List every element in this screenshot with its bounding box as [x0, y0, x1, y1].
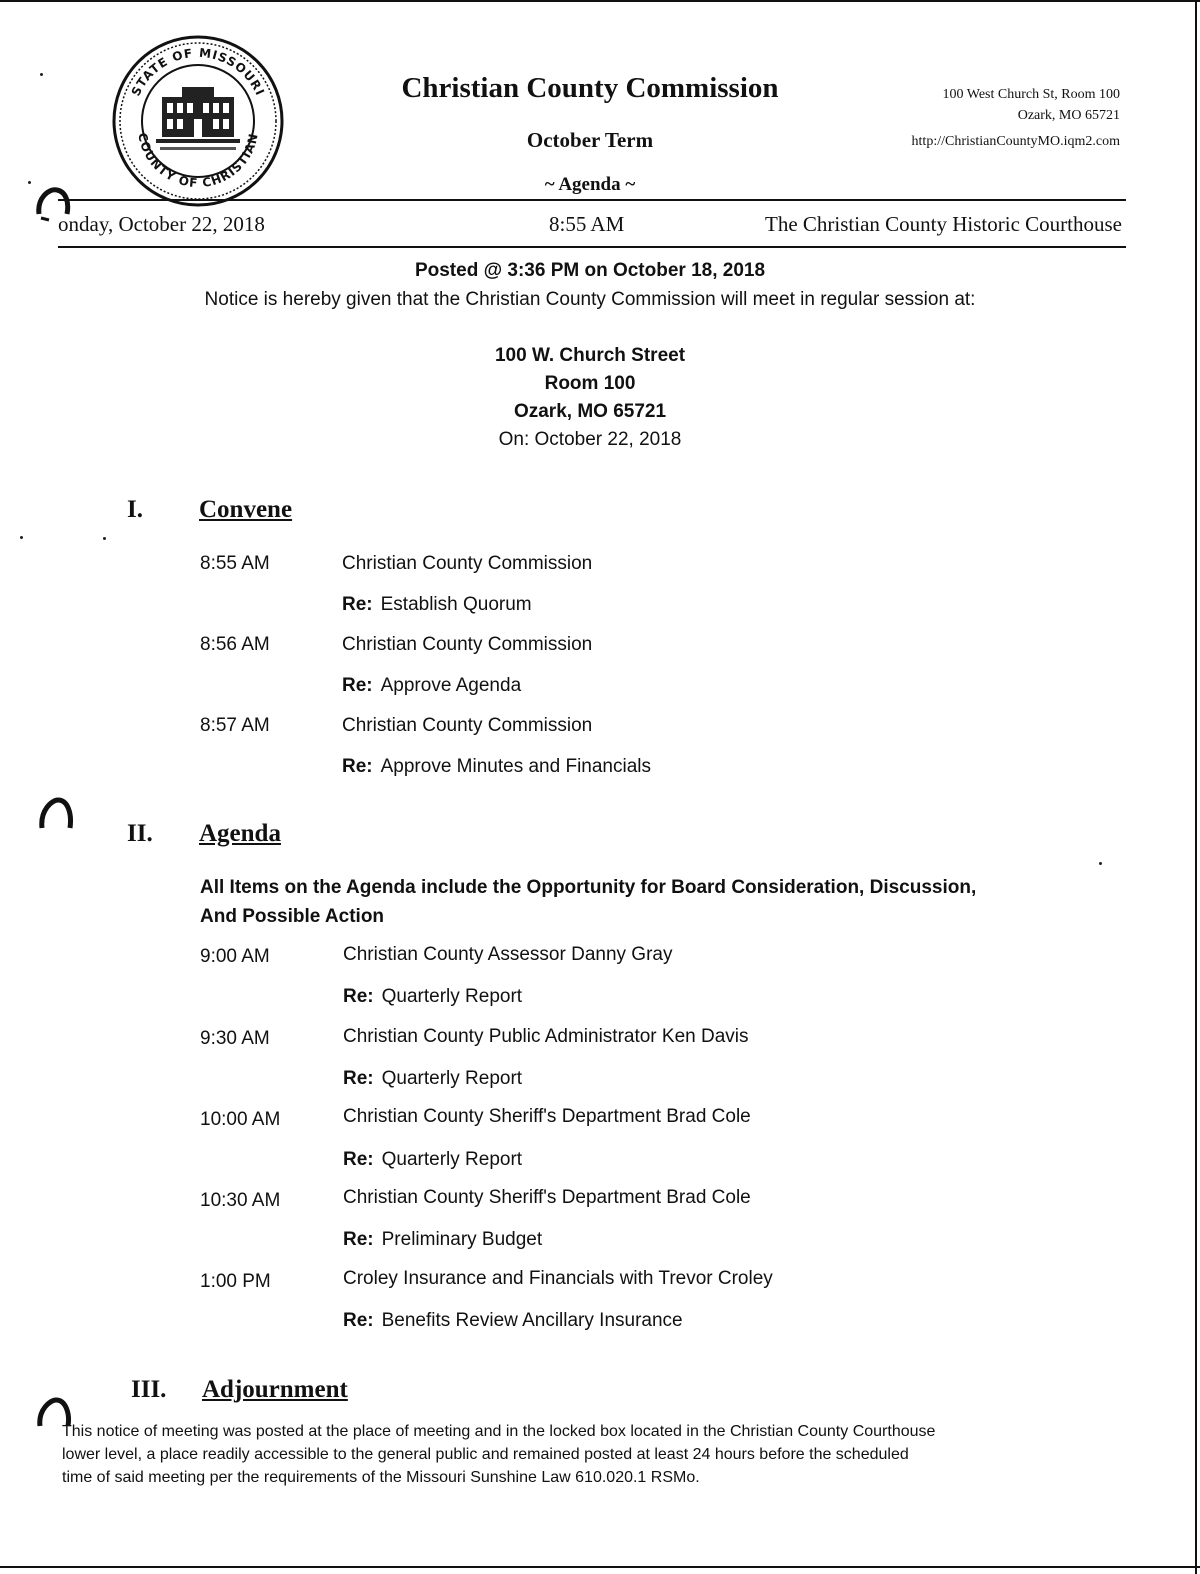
section-title-convene: Convene [199, 496, 293, 523]
item-time: 1:00 PM [200, 1271, 271, 1292]
item-subject-text: Approve Agenda [380, 675, 522, 696]
item-time: 9:30 AM [200, 1028, 270, 1049]
svg-text:COUNTY OF CHRISTIAN: COUNTY OF CHRISTIAN [135, 131, 261, 191]
county-seal-logo [112, 35, 284, 207]
item-subject [342, 756, 651, 778]
section-number: III. [131, 1376, 167, 1403]
page-border-bottom [0, 1566, 1200, 1568]
punch-hole-mark-icon [35, 184, 71, 224]
re-label: Re: [342, 756, 373, 777]
re-label: Re: [343, 986, 374, 1007]
agenda-intro-line-2: And Possible Action [200, 906, 385, 927]
item-presenter: Christian County Commission [342, 553, 593, 574]
item-subject-text: Quarterly Report [381, 1149, 523, 1170]
item-subject [343, 1229, 542, 1251]
item-time: 8:57 AM [200, 715, 270, 736]
item-subject-text: Establish Quorum [380, 594, 532, 615]
item-subject-text: Quarterly Report [381, 1068, 523, 1089]
item-presenter: Christian County Public Administrator Ken Davis [343, 1026, 749, 1047]
scan-speck [20, 536, 23, 539]
term-label: October Term [526, 128, 654, 152]
location-date: On: October 22, 2018 [498, 429, 682, 450]
item-subject [342, 675, 521, 697]
punch-hole-mark-icon [36, 1396, 72, 1436]
section-number: II. [127, 820, 153, 847]
item-subject-text: Preliminary Budget [381, 1229, 543, 1250]
address-line-1: 100 West Church St, Room 100 [942, 87, 1120, 102]
item-presenter: Christian County Sheriff's Department Brad Cole [343, 1187, 751, 1208]
scan-speck [28, 181, 31, 184]
posting-notice-line: lower level, a place readily accessible to the general public and remained posted at least 24 hours before the scheduled [62, 1446, 909, 1463]
punch-hole-mark-icon [38, 796, 74, 836]
item-subject-text: Benefits Review Ancillary Insurance [381, 1310, 683, 1331]
page-border-right [1195, 0, 1197, 1574]
item-time: 8:56 AM [200, 634, 270, 655]
posting-notice-line: This notice of meeting was posted at the place of meeting and in the locked box located in the Christian County Courthouse [62, 1423, 936, 1440]
item-subject [343, 1149, 522, 1171]
re-label: Re: [342, 675, 373, 696]
item-subject-text: Quarterly Report [381, 986, 523, 1007]
item-subject [343, 1310, 683, 1332]
meeting-date: onday, October 22, 2018 [58, 212, 265, 236]
item-time: 10:00 AM [200, 1109, 281, 1130]
section-number: I. [127, 496, 143, 523]
item-presenter: Christian County Assessor Danny Gray [343, 944, 673, 965]
item-time: 8:55 AM [200, 553, 270, 574]
re-label: Re: [343, 1149, 374, 1170]
meeting-time: 8:55 AM [549, 212, 625, 236]
section-title-adjournment: Adjournment [202, 1376, 348, 1403]
item-subject [343, 1068, 522, 1090]
agenda-intro-line-1: All Items on the Agenda include the Opportunity for Board Consideration, Discussion, [200, 877, 977, 898]
svg-text:STATE OF MISSOURI: STATE OF MISSOURI [128, 45, 268, 99]
item-time: 10:30 AM [200, 1190, 281, 1211]
address-line-2: Ozark, MO 65721 [1017, 108, 1120, 123]
re-label: Re: [343, 1068, 374, 1089]
item-presenter: Christian County Commission [342, 715, 593, 736]
posting-notice-line: time of said meeting per the requirements of the Missouri Sunshine Law 610.020.1 RSMo. [62, 1469, 700, 1486]
location-city: Ozark, MO 65721 [513, 401, 667, 422]
item-subject [343, 986, 522, 1008]
re-label: Re: [343, 1229, 374, 1250]
notice-text: Notice is hereby given that the Christian County Commission will meet in regular session at: [204, 289, 976, 310]
section-title-agenda: Agenda [199, 820, 281, 847]
document-title: Christian County Commission [401, 72, 779, 104]
header-rule-top [58, 199, 1126, 201]
item-subject [342, 594, 532, 616]
item-presenter: Christian County Sheriff's Department Brad Cole [343, 1106, 751, 1127]
item-presenter: Croley Insurance and Financials with Trevor Croley [343, 1268, 773, 1289]
posting-notice-paragraph [62, 1420, 1062, 1489]
item-presenter: Christian County Commission [342, 634, 593, 655]
page-border-top [0, 0, 1200, 2]
header-rule-bottom [58, 246, 1126, 248]
re-label: Re: [343, 1310, 374, 1331]
meeting-location: The Christian County Historic Courthouse [765, 212, 1122, 236]
scan-speck [103, 537, 106, 540]
scan-speck [1099, 862, 1102, 865]
item-time: 9:00 AM [200, 946, 270, 967]
scan-speck [40, 73, 43, 76]
agenda-heading: ~ Agenda ~ [544, 174, 636, 195]
posted-timestamp: Posted @ 3:36 PM on October 18, 2018 [414, 260, 766, 281]
website-link[interactable]: http://ChristianCountyMO.iqm2.com [911, 134, 1120, 149]
item-subject-text: Approve Minutes and Financials [380, 756, 651, 777]
re-label: Re: [342, 594, 373, 615]
location-room: Room 100 [544, 373, 636, 394]
location-street: 100 W. Church Street [494, 345, 686, 366]
